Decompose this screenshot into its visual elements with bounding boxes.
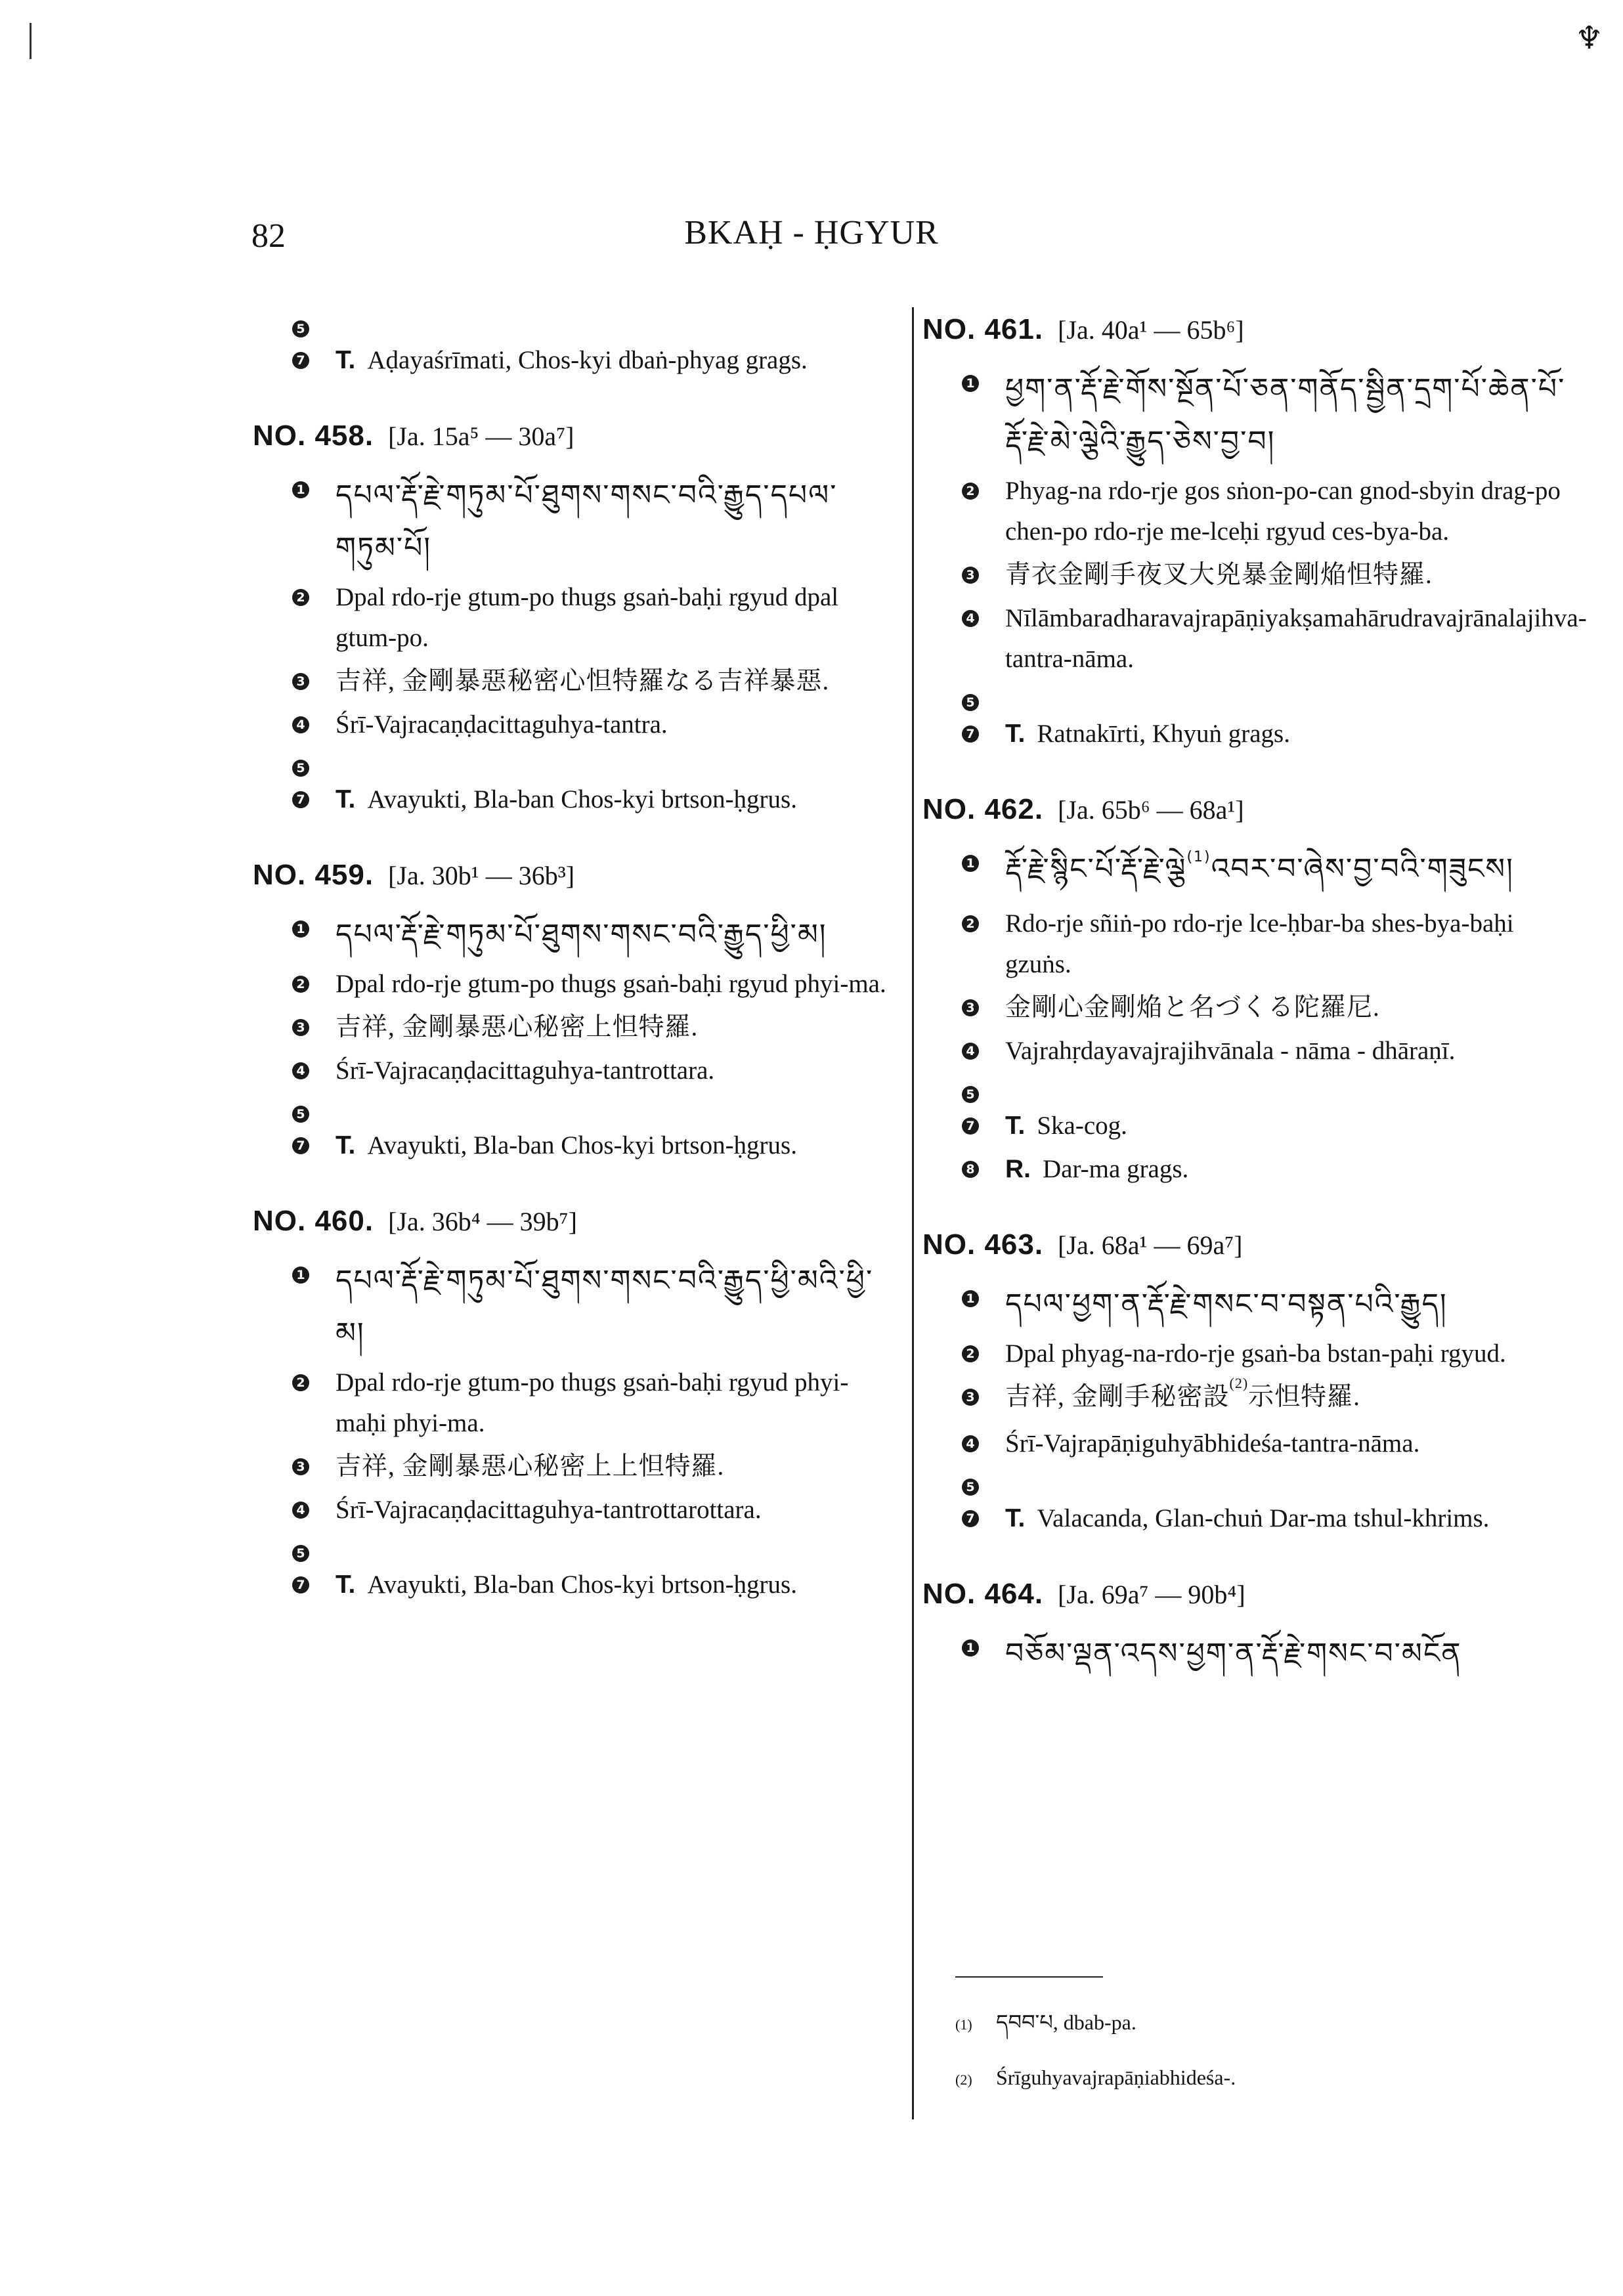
bullet-4-icon: 4	[962, 610, 979, 627]
chinese-title: 吉祥, 金剛暴惡心秘密上上怛特羅.	[335, 1452, 725, 1481]
bullet-2-icon: 2	[962, 483, 979, 500]
bullet-4-icon: 4	[292, 1062, 309, 1079]
field-2-transliteration	[922, 471, 1579, 552]
sanskrit-title: Śrī-Vajracaṇḍacittaguhya-tantrottarottara.	[335, 1496, 762, 1524]
field-5	[922, 682, 1579, 711]
field-2-transliteration	[253, 1362, 896, 1444]
bullet-7-icon: 7	[292, 1137, 309, 1154]
entry-number: NO. 463.	[922, 1228, 1044, 1261]
entry-reference: [Ja. 68a¹ — 69a⁷]	[1058, 1230, 1243, 1260]
field-1-tibetan	[253, 909, 896, 961]
field-7-translator	[922, 1106, 1579, 1146]
footnote-rule	[955, 1976, 1103, 1978]
bullet-1-icon: 1	[962, 1639, 979, 1657]
bullet-2-icon: 2	[962, 1345, 979, 1362]
field-4-sanskrit	[253, 1490, 896, 1530]
field-5	[253, 1533, 896, 1562]
field-4-sanskrit	[922, 1031, 1579, 1072]
sanskrit-title: Śrī-Vajracaṇḍacittaguhya-tantrottara.	[335, 1056, 715, 1085]
field-1-tibetan	[253, 1255, 896, 1360]
bullet-4-icon: 4	[292, 1502, 309, 1519]
entry-462	[922, 789, 1579, 1190]
bullet-2-icon: 2	[292, 589, 309, 606]
field-7	[253, 340, 896, 381]
entry-reference: [Ja. 65b⁶ — 68a¹]	[1058, 795, 1244, 825]
field-2-transliteration	[922, 903, 1579, 985]
tibetan-title: བཅོམ་ལྡན་འདས་ཕྱག་ན་རྡོ་རྗེ་གསང་བ་མངོན	[1005, 1637, 1462, 1670]
translator: Valacanda, Glan-chuṅ Dar-ma tshul-khrims.	[1037, 1504, 1490, 1532]
sanskrit-title: Nīlāmbaradharavajrapāṇiyakṣamahārudravajrānalajihva-tantra-nāma.	[1005, 604, 1587, 673]
transliteration: Dpal rdo-rje gtum-po thugs gsaṅ-baḥi rgyud phyi-maḥi phyi-ma.	[335, 1368, 849, 1437]
scan-edge-mark	[30, 23, 32, 59]
lead-label: T.	[335, 1570, 356, 1599]
chinese-title: 青衣金剛手夜叉大兇暴金剛焔怛特羅.	[1005, 561, 1433, 589]
field-5	[253, 309, 896, 337]
entry-continued	[253, 309, 896, 381]
chinese-title: 吉祥, 金剛手秘密設$^{(2)}$示怛特羅.	[1005, 1375, 1360, 1411]
lead-label: R.	[1005, 1155, 1031, 1183]
chinese-title: 吉祥, 金剛暴惡心秘密上怛特羅.	[335, 1013, 699, 1041]
bullet-7-icon: 7	[292, 1576, 309, 1593]
bullet-7-icon: 7	[292, 352, 309, 369]
reviser: Dar-ma grags.	[1043, 1155, 1189, 1183]
bullet-7-icon: 7	[962, 1510, 979, 1527]
field-3-chinese	[253, 661, 896, 702]
field-5	[922, 1467, 1579, 1496]
field-1-tibetan	[922, 363, 1579, 468]
entry-number: NO. 462.	[922, 793, 1044, 825]
field-5	[253, 748, 896, 777]
bullet-1-icon: 1	[962, 375, 979, 392]
field-4-sanskrit	[253, 1051, 896, 1091]
field-5	[922, 1074, 1579, 1103]
bullet-5-icon: 5	[962, 1086, 979, 1103]
field-7-translator	[253, 1125, 896, 1166]
field-4-sanskrit	[922, 1423, 1579, 1464]
bullet-3-icon: 3	[962, 999, 979, 1016]
bullet-4-icon: 4	[292, 716, 309, 733]
bullet-4-icon: 4	[962, 1043, 979, 1060]
page-number: 82	[251, 217, 286, 255]
bullet-2-icon: 2	[962, 915, 979, 932]
entry-header	[253, 1200, 896, 1243]
field-1-tibetan	[922, 843, 1579, 901]
lead-label: T.	[335, 1131, 356, 1159]
sanskrit-title: Śrī-Vajrapāṇiguhyābhideśa-tantra-nāma.	[1005, 1429, 1420, 1458]
entry-number: NO. 459.	[253, 859, 374, 891]
field-8-reviser	[922, 1149, 1579, 1190]
field-3-chinese	[922, 987, 1579, 1028]
field-3-chinese	[253, 1007, 896, 1048]
translator: Ska-cog.	[1037, 1112, 1127, 1140]
entry-header	[922, 789, 1579, 831]
entry-header	[922, 1573, 1579, 1616]
field-2-transliteration	[253, 577, 896, 659]
bullet-7-icon: 7	[962, 726, 979, 743]
entry-459	[253, 854, 896, 1166]
entry-header	[253, 415, 896, 458]
footnote-1	[955, 1996, 1579, 2051]
field-1-tibetan	[922, 1278, 1579, 1331]
tibetan-title: ཕྱག་ན་རྡོ་རྗེ་གོས་སྔོན་པོ་ཅན་གནོད་སྦྱིན་དྲག་པོ་ཆེན་པོ་རྡོ་རྗེ་མེ་ལྕེའི་རྒྱུད་ཅེས་བྱ་བ།	[1005, 372, 1566, 458]
bullet-5-icon: 5	[292, 1106, 309, 1123]
column-divider	[912, 307, 914, 2119]
bullet-7-icon: 7	[292, 791, 309, 808]
running-head: BKAḤ - ḤGYUR	[684, 214, 939, 251]
footnote-text: Śrīguhyavajrapāṇiabhideśa-.	[996, 2066, 1236, 2089]
translator: Avayukti, Bla-ban Chos-kyi brtson-ḥgrus.	[367, 1570, 797, 1599]
entry-number: NO. 464.	[922, 1578, 1044, 1610]
footnote-ref: (1)	[1186, 849, 1211, 865]
field-7-translator	[253, 1565, 896, 1605]
footnote-ref: (2)	[1229, 1375, 1249, 1391]
field-1-tibetan	[253, 469, 896, 574]
transliteration: Dpal rdo-rje gtum-po thugs gsaṅ-baḥi rgyud phyi-ma.	[335, 970, 886, 998]
footnote-text: དབབ་པ, dbab-pa.	[996, 2010, 1136, 2034]
bullet-1-icon: 1	[292, 481, 309, 498]
field-7-translator	[922, 1498, 1579, 1539]
lead-label: T.	[1005, 1504, 1026, 1532]
lead-label: T.	[1005, 1112, 1026, 1140]
bullet-3-icon: 3	[292, 1019, 309, 1036]
entry-number: NO. 461.	[922, 313, 1044, 345]
bullet-2-icon: 2	[292, 976, 309, 993]
lead-label: T.	[335, 346, 356, 374]
bullet-5-icon: 5	[292, 320, 309, 337]
footnote-mark: (2)	[955, 2071, 972, 2088]
chinese-title: 金剛心金剛焔と名づくる陀羅尼.	[1005, 993, 1380, 1022]
footnotes	[955, 1996, 1579, 2106]
translator: Aḍayaśrīmati, Chos-kyi dbaṅ-phyag grags.	[367, 346, 808, 374]
entry-461	[922, 309, 1587, 754]
entry-reference: [Ja. 30b¹ — 36b³]	[388, 861, 575, 890]
entry-reference: [Ja. 36b⁴ — 39b⁷]	[388, 1207, 577, 1236]
entry-header	[922, 309, 1579, 351]
sanskrit-title: Śrī-Vajracaṇḍacittaguhya-tantra.	[335, 710, 668, 739]
transliteration: Dpal rdo-rje gtum-po thugs gsaṅ-baḥi rgyud dpal gtum-po.	[335, 583, 839, 652]
lead-label: T.	[1005, 720, 1026, 748]
corner-stamp-icon: ♆	[1574, 21, 1603, 56]
field-3-chinese	[922, 555, 1579, 596]
sanskrit-title: Vajrahṛdayavajrajihvānala - nāma - dhāraṇī.	[1005, 1037, 1456, 1065]
footnote-mark: (1)	[955, 2016, 972, 2033]
tibetan-title: དཔལ་རྡོ་རྗེ་གཏུམ་པོ་ཐུགས་གསང་བའི་རྒྱུད་དཔལ་གཏུམ་པོ།	[335, 479, 838, 565]
bullet-7-icon: 7	[962, 1117, 979, 1135]
entry-header	[253, 854, 896, 897]
bullet-5-icon: 5	[292, 760, 309, 777]
field-2-transliteration	[922, 1333, 1579, 1374]
footnote-2	[955, 2051, 1579, 2106]
field-5	[253, 1094, 896, 1123]
entry-header	[922, 1224, 1579, 1267]
tibetan-title: དཔལ་རྡོ་རྗེ་གཏུམ་པོ་ཐུགས་གསང་བའི་རྒྱུད་ཕྱི་མ།	[335, 918, 827, 951]
transliteration: Phyag-na rdo-rje gos sṅon-po-can gnod-sbyin drag-po chen-po rdo-rje me-lceḥi rgyud ces-bya-ba.	[1005, 477, 1561, 546]
entry-reference: [Ja. 69a⁷ — 90b⁴]	[1058, 1580, 1245, 1609]
entry-reference: [Ja. 15a⁵ — 30a⁷]	[388, 422, 574, 451]
translator: Avayukti, Bla-ban Chos-kyi brtson-ḥgrus.	[367, 1131, 797, 1159]
field-4-sanskrit	[253, 704, 896, 745]
bullet-1-icon: 1	[962, 1290, 979, 1307]
left-column	[253, 309, 896, 1639]
bullet-4-icon: 4	[962, 1435, 979, 1452]
entry-463	[922, 1224, 1579, 1539]
bullet-3-icon: 3	[962, 1389, 979, 1406]
bullet-1-icon: 1	[292, 1267, 309, 1284]
bullet-5-icon: 5	[962, 694, 979, 711]
bullet-3-icon: 3	[292, 1458, 309, 1475]
tibetan-title: དཔལ་ཕྱག་ན་རྡོ་རྗེ་གསང་བ་བསྟན་པའི་རྒྱུད།	[1005, 1288, 1448, 1321]
entry-number: NO. 460.	[253, 1205, 374, 1237]
bullet-2-icon: 2	[292, 1374, 309, 1391]
entry-reference: [Ja. 40a¹ — 65b⁶]	[1058, 315, 1244, 345]
chinese-title: 吉祥, 金剛暴惡秘密心怛特羅なる吉祥暴惡.	[335, 667, 830, 695]
translator: Ratnakīrti, Khyuṅ grags.	[1037, 720, 1290, 748]
transliteration: Dpal phyag-na-rdo-rje gsaṅ-ba bstan-paḥi rgyud.	[1005, 1339, 1506, 1368]
entry-464	[922, 1573, 1579, 1680]
bullet-1-icon: 1	[292, 921, 309, 938]
translator: Avayukti, Bla-ban Chos-kyi brtson-ḥgrus.	[367, 785, 797, 813]
tibetan-title: དཔལ་རྡོ་རྗེ་གཏུམ་པོ་ཐུགས་གསང་བའི་རྒྱུད་ཕྱི་མའི་ཕྱི་མ།	[335, 1264, 874, 1350]
field-7-translator	[922, 714, 1579, 754]
field-3-chinese	[253, 1446, 896, 1487]
bullet-5-icon: 5	[962, 1479, 979, 1496]
right-column	[922, 309, 1587, 1714]
entry-460	[253, 1200, 896, 1605]
field-4-sanskrit	[922, 598, 1587, 680]
field-3-chinese	[922, 1377, 1579, 1421]
field-7-translator	[253, 779, 896, 820]
entry-458	[253, 415, 896, 820]
bullet-1-icon: 1	[962, 855, 979, 872]
field-1-tibetan	[922, 1628, 1579, 1680]
tibetan-title: རྡོ་རྗེ་སྙིང་པོ་རྡོ་རྗེ་ལྕེ$^{(1)}$འབར་བ་ཞེས་བྱ་བའི་གཟུངས།	[1005, 849, 1514, 886]
bullet-3-icon: 3	[292, 673, 309, 690]
bullet-5-icon: 5	[292, 1545, 309, 1562]
bullet-8-icon: 8	[962, 1161, 979, 1178]
entry-number: NO. 458.	[253, 420, 374, 452]
bullet-3-icon: 3	[962, 567, 979, 584]
lead-label: T.	[335, 785, 356, 813]
field-2-transliteration	[253, 964, 896, 1005]
transliteration: Rdo-rje sñiṅ-po rdo-rje lce-ḥbar-ba shes-bya-baḥi gzuṅs.	[1005, 909, 1514, 978]
